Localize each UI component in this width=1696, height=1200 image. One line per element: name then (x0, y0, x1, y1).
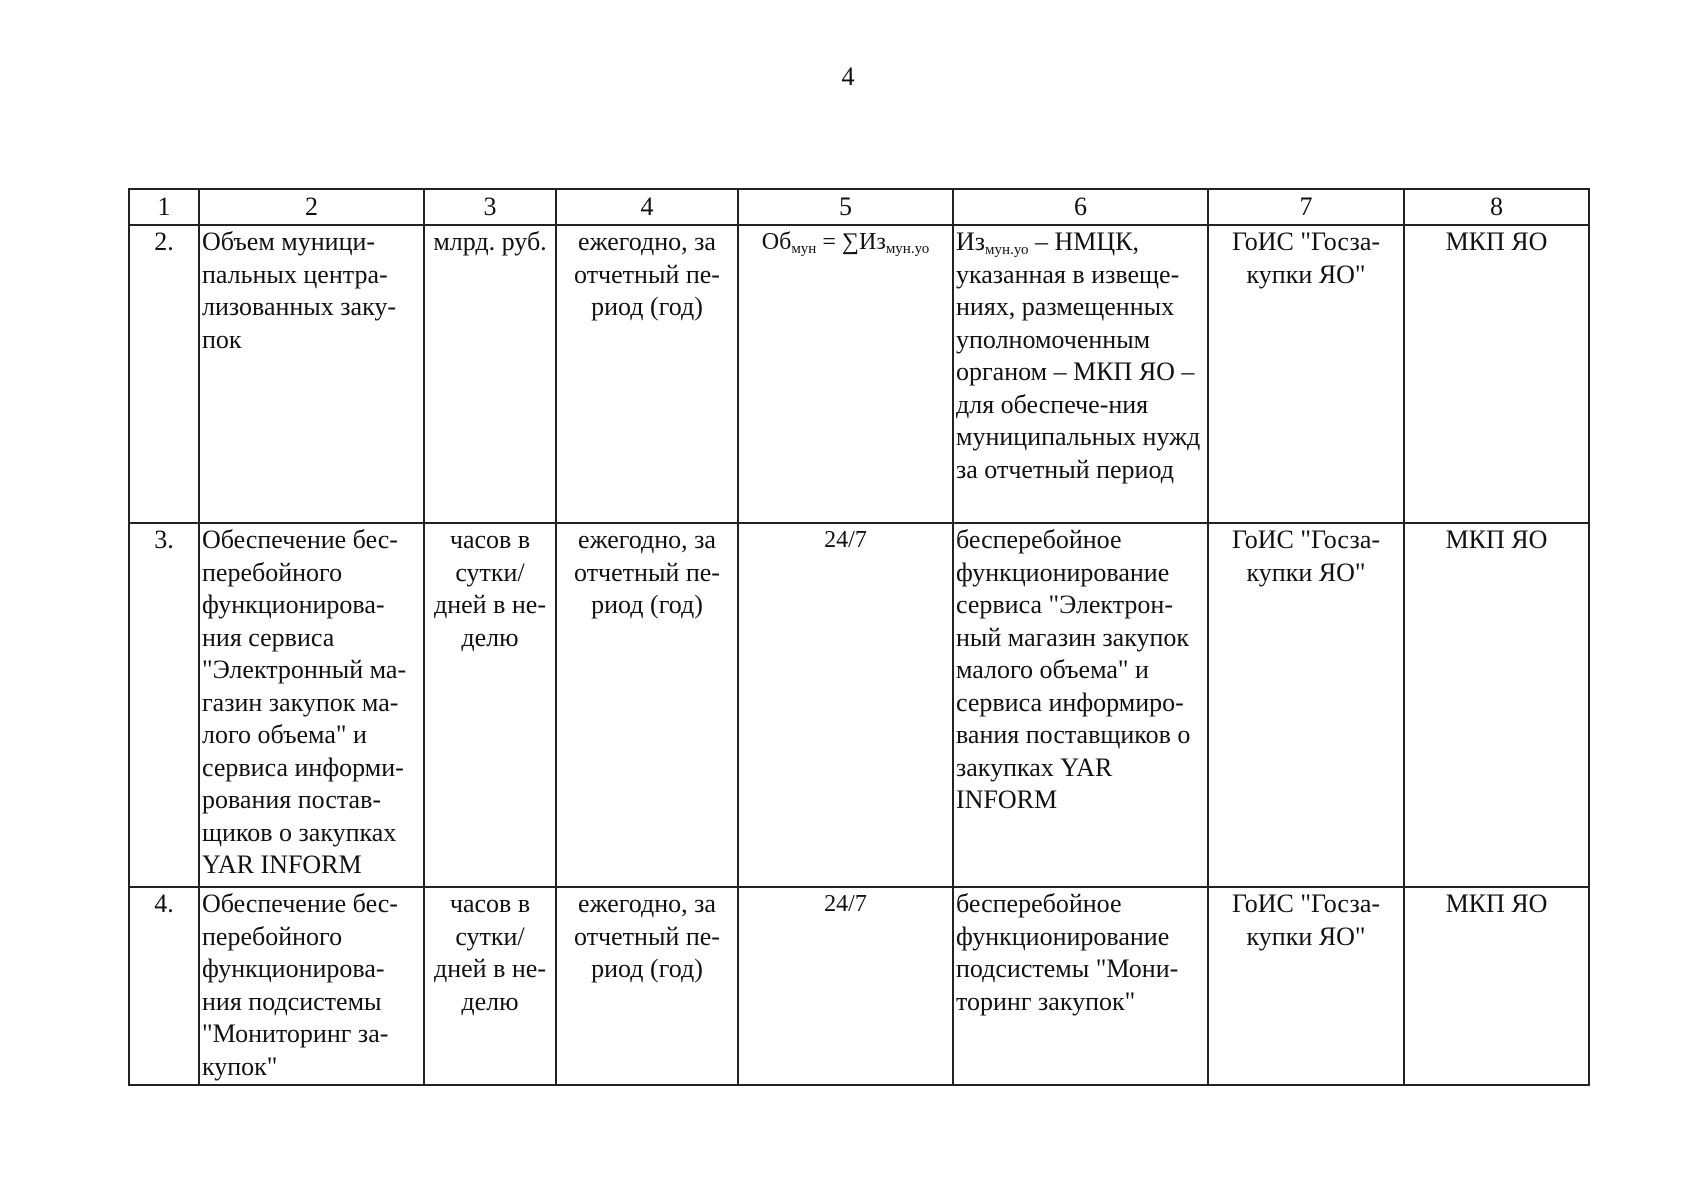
formula-rhs-sub: мун.уо (885, 241, 930, 257)
column-header: 4 (556, 189, 738, 225)
formula-lhs-sub: мун (791, 241, 817, 257)
header-row (129, 189, 1589, 225)
responsible: МКП ЯО (1404, 887, 1589, 1085)
table-row (129, 523, 1589, 887)
period: ежегодно, за отчетный пе-риод (год) (556, 887, 738, 1085)
column-header: 8 (1404, 189, 1589, 225)
responsible: МКП ЯО (1404, 225, 1589, 523)
indicator-name: Обеспечение бес-перебойного функционирова-ния подсистемы "Мониторинг за-купок" (199, 887, 424, 1085)
column-header: 1 (129, 189, 199, 225)
desc-prefix-sub: мун.уо (985, 242, 1029, 258)
row-number: 2. (129, 225, 199, 523)
row-number: 3. (129, 523, 199, 887)
formula (738, 225, 953, 523)
description: бесперебойное функционирование подсистемы "Мони-торинг закупок" (953, 887, 1208, 1085)
description: бесперебойное функционирование сервиса "Электрон-ный магазин закупок малого объема" и сервиса информиро-вания поставщиков о закупках YAR INFORM (953, 523, 1208, 887)
period: ежегодно, за отчетный пе-риод (год) (556, 225, 738, 523)
indicator-name: Обеспечение бес-перебойного функционирова-ния сервиса "Электронный ма-газин закупок ма-лого объема" и сервиса информи-рования постав-щиков о закупках YAR INFORM (199, 523, 424, 887)
desc-prefix: Из (956, 227, 986, 256)
formula-lhs: Об (761, 229, 792, 255)
description (953, 225, 1208, 523)
table-row (129, 225, 1589, 523)
column-header: 5 (738, 189, 953, 225)
formula-op: = ∑Из (816, 229, 886, 255)
responsible: МКП ЯО (1404, 523, 1589, 887)
indicators-table (128, 188, 1590, 1086)
period: ежегодно, за отчетный пе-риод (год) (556, 523, 738, 887)
column-header: 7 (1208, 189, 1404, 225)
value: 24/7 (738, 887, 953, 1085)
unit: млрд. руб. (424, 225, 556, 523)
desc-text: – НМЦК, указанная в извеще-ниях, размещенных уполномоченным органом – МКП ЯО – для обеспече-ния муниципальных нужд за отчетный период (956, 227, 1201, 484)
data-source: ГоИС "Госза-купки ЯО" (1208, 225, 1404, 523)
page-number: 4 (841, 62, 855, 91)
value: 24/7 (738, 523, 953, 887)
column-header: 2 (199, 189, 424, 225)
data-source: ГоИС "Госза-купки ЯО" (1208, 523, 1404, 887)
unit: часов в сутки/ дней в не-делю (424, 887, 556, 1085)
column-header: 6 (953, 189, 1208, 225)
table-row (129, 887, 1589, 1085)
indicator-name: Объем муници-пальных центра-лизованных заку-пок (199, 225, 424, 523)
row-number: 4. (129, 887, 199, 1085)
column-header: 3 (424, 189, 556, 225)
unit: часов в сутки/ дней в не-делю (424, 523, 556, 887)
data-source: ГоИС "Госза-купки ЯО" (1208, 887, 1404, 1085)
